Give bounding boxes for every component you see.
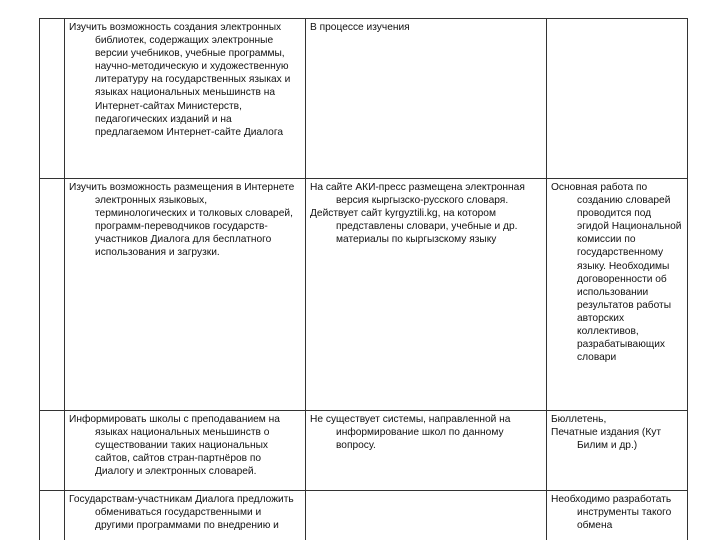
measure-text: Изучить возможность размещения в Интернете электронных языковых, терминологических и толковых словарей, программ-переводчиков государств-участников Диалога для бесплатного использования и загрузки. [69, 182, 295, 259]
note-cell [547, 19, 688, 179]
status-text: В процессе изучения [310, 22, 410, 33]
note-text: Печатные издания (Кут Билим и др.) [551, 427, 662, 452]
row-number-cell [40, 19, 65, 179]
table-row [40, 491, 688, 540]
note-text: Необходимо разработать инструменты такого обмена [551, 494, 672, 532]
note-cell [547, 411, 688, 491]
status-text: На сайте АКИ-пресс размещена электронная версия кыргызско-русского словаря. [310, 182, 525, 207]
note-cell [547, 491, 688, 540]
action-plan-table [39, 18, 688, 540]
status-text: Действует сайт kyrgyztili.kg, на котором представлены словари, учебные и др. материалы по кыргызскому языку [310, 208, 518, 246]
measure-cell [65, 19, 306, 179]
table-row [40, 19, 688, 179]
measure-cell [65, 491, 306, 540]
status-cell [306, 411, 547, 491]
status-text: Не существует системы, направленной на информирование школ по данному вопросу. [310, 414, 511, 452]
note-text: Бюллетень, [551, 414, 607, 425]
status-cell [306, 19, 547, 179]
note-cell [547, 179, 688, 411]
note-text: Основная работа по созданию словарей проводится под эгидой Национальной комиссии по государственному языку. Необходимы договоренности об использовании результатов работы авторских коллективов, разрабатывающих словари [551, 182, 682, 364]
measure-text: Изучить возможность создания электронных библиотек, содержащих электронные версии учебников, учебные программы, научно-методическую и художественную литературу на государственных языках и языках национальных меньшинств на Интернет-сайтах Министерств, педагогических изданий и на предлагаемом Интернет-сайте Диалога [69, 22, 291, 138]
row-number-cell [40, 179, 65, 411]
measure-text: Государствам-участникам Диалога предложить обмениваться государственными и другими программами по внедрению и [69, 494, 294, 532]
measure-text: Информировать школы с преподаванием на языках национальных меньшинств о существовании таких национальных сайтов, сайтов стран-партнёров по Диалогу и электронных словарей. [69, 414, 280, 478]
status-cell [306, 179, 547, 411]
row-number-cell [40, 491, 65, 540]
table-row [40, 411, 688, 491]
measure-cell [65, 179, 306, 411]
table-row [40, 179, 688, 411]
measure-cell [65, 411, 306, 491]
status-cell [306, 491, 547, 540]
row-number-cell [40, 411, 65, 491]
